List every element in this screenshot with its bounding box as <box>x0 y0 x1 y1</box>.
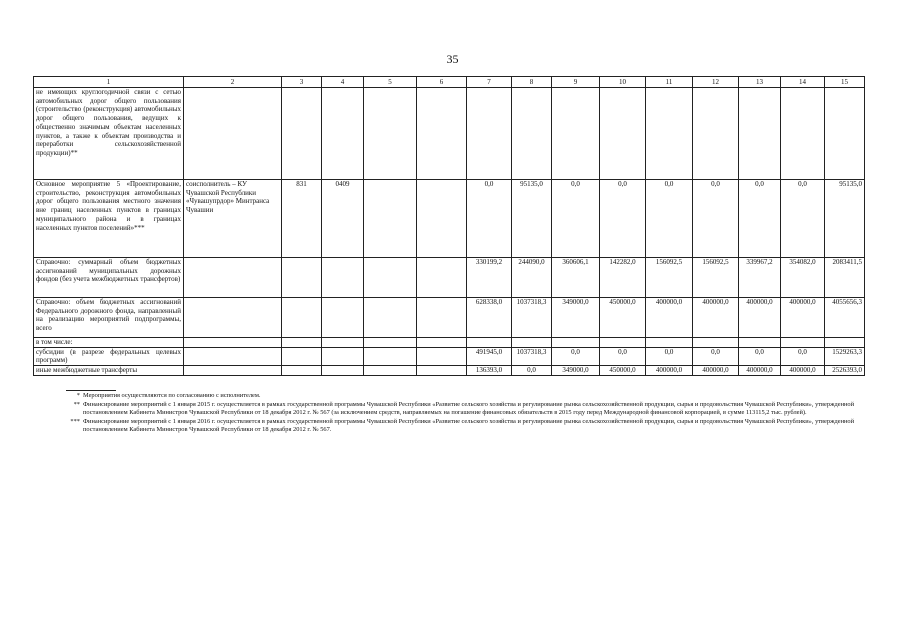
table-row <box>34 258 865 298</box>
row-responsible-cell <box>184 366 282 376</box>
header-cell: 11 <box>646 77 693 88</box>
header-cell: 7 <box>467 77 512 88</box>
row-value-cell <box>552 88 600 180</box>
row-description-cell: Справочно: суммарный объем бюджетных ассигнований муниципальных дорожных фондов (без учета межбюджетных трансфертов) <box>34 258 184 298</box>
row-section-cell <box>322 338 364 348</box>
row-value-cell: 354082,0 <box>781 258 825 298</box>
row-value-cell: 400000,0 <box>781 366 825 376</box>
row-value-cell: 400000,0 <box>739 366 781 376</box>
row-target-cell <box>364 88 417 180</box>
header-cell: 2 <box>184 77 282 88</box>
row-value-cell <box>467 338 512 348</box>
footnote-text: Финансирование мероприятий с 1 января 2016 г. осуществляется в рамках государственной программы Чувашской Республики «Развитие сельского хозяйства и регулирование рынка сельскохозяйственной продукции, сырья и продовольствия Чувашской Республики», утвержденной постановлением Кабинета Министров Чувашской Республики от 18 декабря 2012 г. № 567. <box>83 417 855 434</box>
row-code-cell <box>282 347 322 365</box>
row-value-cell: 156092,5 <box>693 258 739 298</box>
table-row <box>34 298 865 338</box>
row-value-cell <box>781 88 825 180</box>
footnotes <box>66 392 866 435</box>
row-value-cell <box>646 338 693 348</box>
page-number: 35 <box>446 52 459 66</box>
row-value-cell <box>693 338 739 348</box>
row-target-cell <box>364 366 417 376</box>
row-value-cell: 4055656,3 <box>825 298 865 338</box>
row-description-cell: Основное мероприятие 5 «Проектирование, строительство, реконструкция автомобильных дорог общего пользования местного значения вне границ населенных пунктов в границах муниципального района и в границах населенных пунктов поселений»*** <box>34 180 184 258</box>
row-value-cell <box>600 88 646 180</box>
row-value-cell <box>512 338 552 348</box>
row-value-cell: 400000,0 <box>646 366 693 376</box>
row-code-cell: 831 <box>282 180 322 258</box>
row-value-cell <box>646 88 693 180</box>
row-code-cell <box>282 338 322 348</box>
row-value-cell: 1037318,3 <box>512 347 552 365</box>
row-value-cell: 400000,0 <box>739 298 781 338</box>
table-row <box>34 347 865 365</box>
row-section-cell <box>322 347 364 365</box>
row-value-cell: 360606,1 <box>552 258 600 298</box>
row-value-cell <box>467 88 512 180</box>
row-value-cell: 349000,0 <box>552 366 600 376</box>
row-code-cell <box>282 258 322 298</box>
header-cell: 15 <box>825 77 865 88</box>
row-value-cell: 349000,0 <box>552 298 600 338</box>
row-value-cell: 142282,0 <box>600 258 646 298</box>
row-value-cell: 0,0 <box>693 180 739 258</box>
row-value-cell: 2083411,5 <box>825 258 865 298</box>
row-value-cell: 0,0 <box>693 347 739 365</box>
row-type-cell <box>417 298 467 338</box>
footnote-text: Мероприятия осуществляются по согласованию с исполнителем. <box>83 392 261 399</box>
row-responsible-cell <box>184 347 282 365</box>
row-target-cell <box>364 338 417 348</box>
footnote-mark: ** <box>73 400 80 408</box>
row-value-cell <box>512 88 552 180</box>
row-value-cell <box>825 338 865 348</box>
row-section-cell <box>322 366 364 376</box>
row-value-cell: 0,0 <box>646 180 693 258</box>
row-value-cell: 1037318,3 <box>512 298 552 338</box>
footnote-text: Финансирование мероприятий с 1 января 2015 г. осуществляется в рамках государственной программы Чувашской Республики «Развитие сельского хозяйства и регулирование рынка сельскохозяйственной продукции, сырья и продовольствия Чувашской Республики», утвержденной постановлением Кабинета Министров Чувашской Республики от 18 декабря 2012 г. № 567 (за исключением средств, направляемых на погашение финансовых обязательств в 2015 году перед Международной финансовой корпорацией, в сумме 113115,2 тыс. рублей). <box>83 400 855 417</box>
row-value-cell <box>739 338 781 348</box>
row-target-cell <box>364 347 417 365</box>
row-description-cell: Справочно: объем бюджетных ассигнований Федерального дорожного фонда, направленный на реализацию мероприятий подпрограммы, всего <box>34 298 184 338</box>
row-value-cell: 450000,0 <box>600 298 646 338</box>
row-value-cell <box>825 88 865 180</box>
row-value-cell: 0,0 <box>781 347 825 365</box>
row-description-cell: в том числе: <box>34 338 184 348</box>
row-responsible-cell <box>184 338 282 348</box>
row-value-cell: 0,0 <box>552 347 600 365</box>
row-value-cell: 244090,0 <box>512 258 552 298</box>
row-type-cell <box>417 88 467 180</box>
header-cell: 10 <box>600 77 646 88</box>
header-cell: 14 <box>781 77 825 88</box>
row-value-cell: 1529263,3 <box>825 347 865 365</box>
row-responsible-cell <box>184 88 282 180</box>
table-row <box>34 366 865 376</box>
footnote <box>66 418 866 435</box>
row-section-cell: 0409 <box>322 180 364 258</box>
row-value-cell: 156092,5 <box>646 258 693 298</box>
row-target-cell <box>364 298 417 338</box>
row-description-cell: субсидии (в разрезе федеральных целевых программ) <box>34 347 184 365</box>
row-value-cell: 0,0 <box>600 180 646 258</box>
row-value-cell: 0,0 <box>739 347 781 365</box>
row-value-cell: 450000,0 <box>600 366 646 376</box>
row-value-cell: 400000,0 <box>693 298 739 338</box>
header-cell: 9 <box>552 77 600 88</box>
row-value-cell: 95135,0 <box>512 180 552 258</box>
row-code-cell <box>282 298 322 338</box>
row-value-cell: 400000,0 <box>781 298 825 338</box>
row-value-cell: 628338,0 <box>467 298 512 338</box>
row-value-cell: 400000,0 <box>693 366 739 376</box>
row-value-cell: 0,0 <box>552 180 600 258</box>
row-value-cell: 400000,0 <box>646 298 693 338</box>
row-section-cell <box>322 88 364 180</box>
table-header-row <box>34 77 865 88</box>
row-value-cell: 330199,2 <box>467 258 512 298</box>
row-value-cell: 0,0 <box>781 180 825 258</box>
header-cell: 1 <box>34 77 184 88</box>
table-row <box>34 88 865 180</box>
row-value-cell: 0,0 <box>600 347 646 365</box>
row-value-cell: 339967,2 <box>739 258 781 298</box>
footnote-divider <box>66 390 116 391</box>
footnote-mark: * <box>76 392 80 399</box>
row-value-cell: 491945,0 <box>467 347 512 365</box>
row-value-cell: 2526393,0 <box>825 366 865 376</box>
row-value-cell <box>693 88 739 180</box>
row-description-cell: не имеющих круглогодичной связи с сетью автомобильных дорог общего пользования (строительство (реконструкция) автомобильных дорог общего пользования, ведущих к общественно значимым объектам населенных пунктов, а также к объектам производства и переработки сельскохозяйственной продукции)** <box>34 88 184 180</box>
row-responsible-cell <box>184 298 282 338</box>
header-cell: 8 <box>512 77 552 88</box>
row-value-cell: 0,0 <box>646 347 693 365</box>
header-cell: 3 <box>282 77 322 88</box>
row-code-cell <box>282 88 322 180</box>
row-target-cell <box>364 180 417 258</box>
row-responsible-cell: соисполнитель – КУ Чувашской Республики «Чувашупрдор» Минтранса Чувашии <box>184 180 282 258</box>
row-value-cell: 0,0 <box>739 180 781 258</box>
row-type-cell <box>417 180 467 258</box>
footnote-mark: *** <box>70 417 80 425</box>
header-cell: 13 <box>739 77 781 88</box>
row-code-cell <box>282 366 322 376</box>
header-cell: 6 <box>417 77 467 88</box>
row-value-cell: 136393,0 <box>467 366 512 376</box>
row-value-cell <box>739 88 781 180</box>
row-value-cell <box>552 338 600 348</box>
row-type-cell <box>417 338 467 348</box>
header-cell: 4 <box>322 77 364 88</box>
row-value-cell <box>781 338 825 348</box>
row-type-cell <box>417 347 467 365</box>
row-type-cell <box>417 366 467 376</box>
footnote <box>66 401 866 418</box>
row-type-cell <box>417 258 467 298</box>
header-cell: 5 <box>364 77 417 88</box>
funding-table <box>33 76 865 376</box>
footnote <box>66 392 866 401</box>
header-cell: 12 <box>693 77 739 88</box>
table-row <box>34 338 865 348</box>
row-value-cell: 95135,0 <box>825 180 865 258</box>
row-section-cell <box>322 258 364 298</box>
row-value-cell: 0,0 <box>467 180 512 258</box>
table-row <box>34 180 865 258</box>
row-section-cell <box>322 298 364 338</box>
row-value-cell <box>600 338 646 348</box>
row-value-cell: 0,0 <box>512 366 552 376</box>
row-description-cell: иные межбюджетные трансферты <box>34 366 184 376</box>
row-target-cell <box>364 258 417 298</box>
row-responsible-cell <box>184 258 282 298</box>
